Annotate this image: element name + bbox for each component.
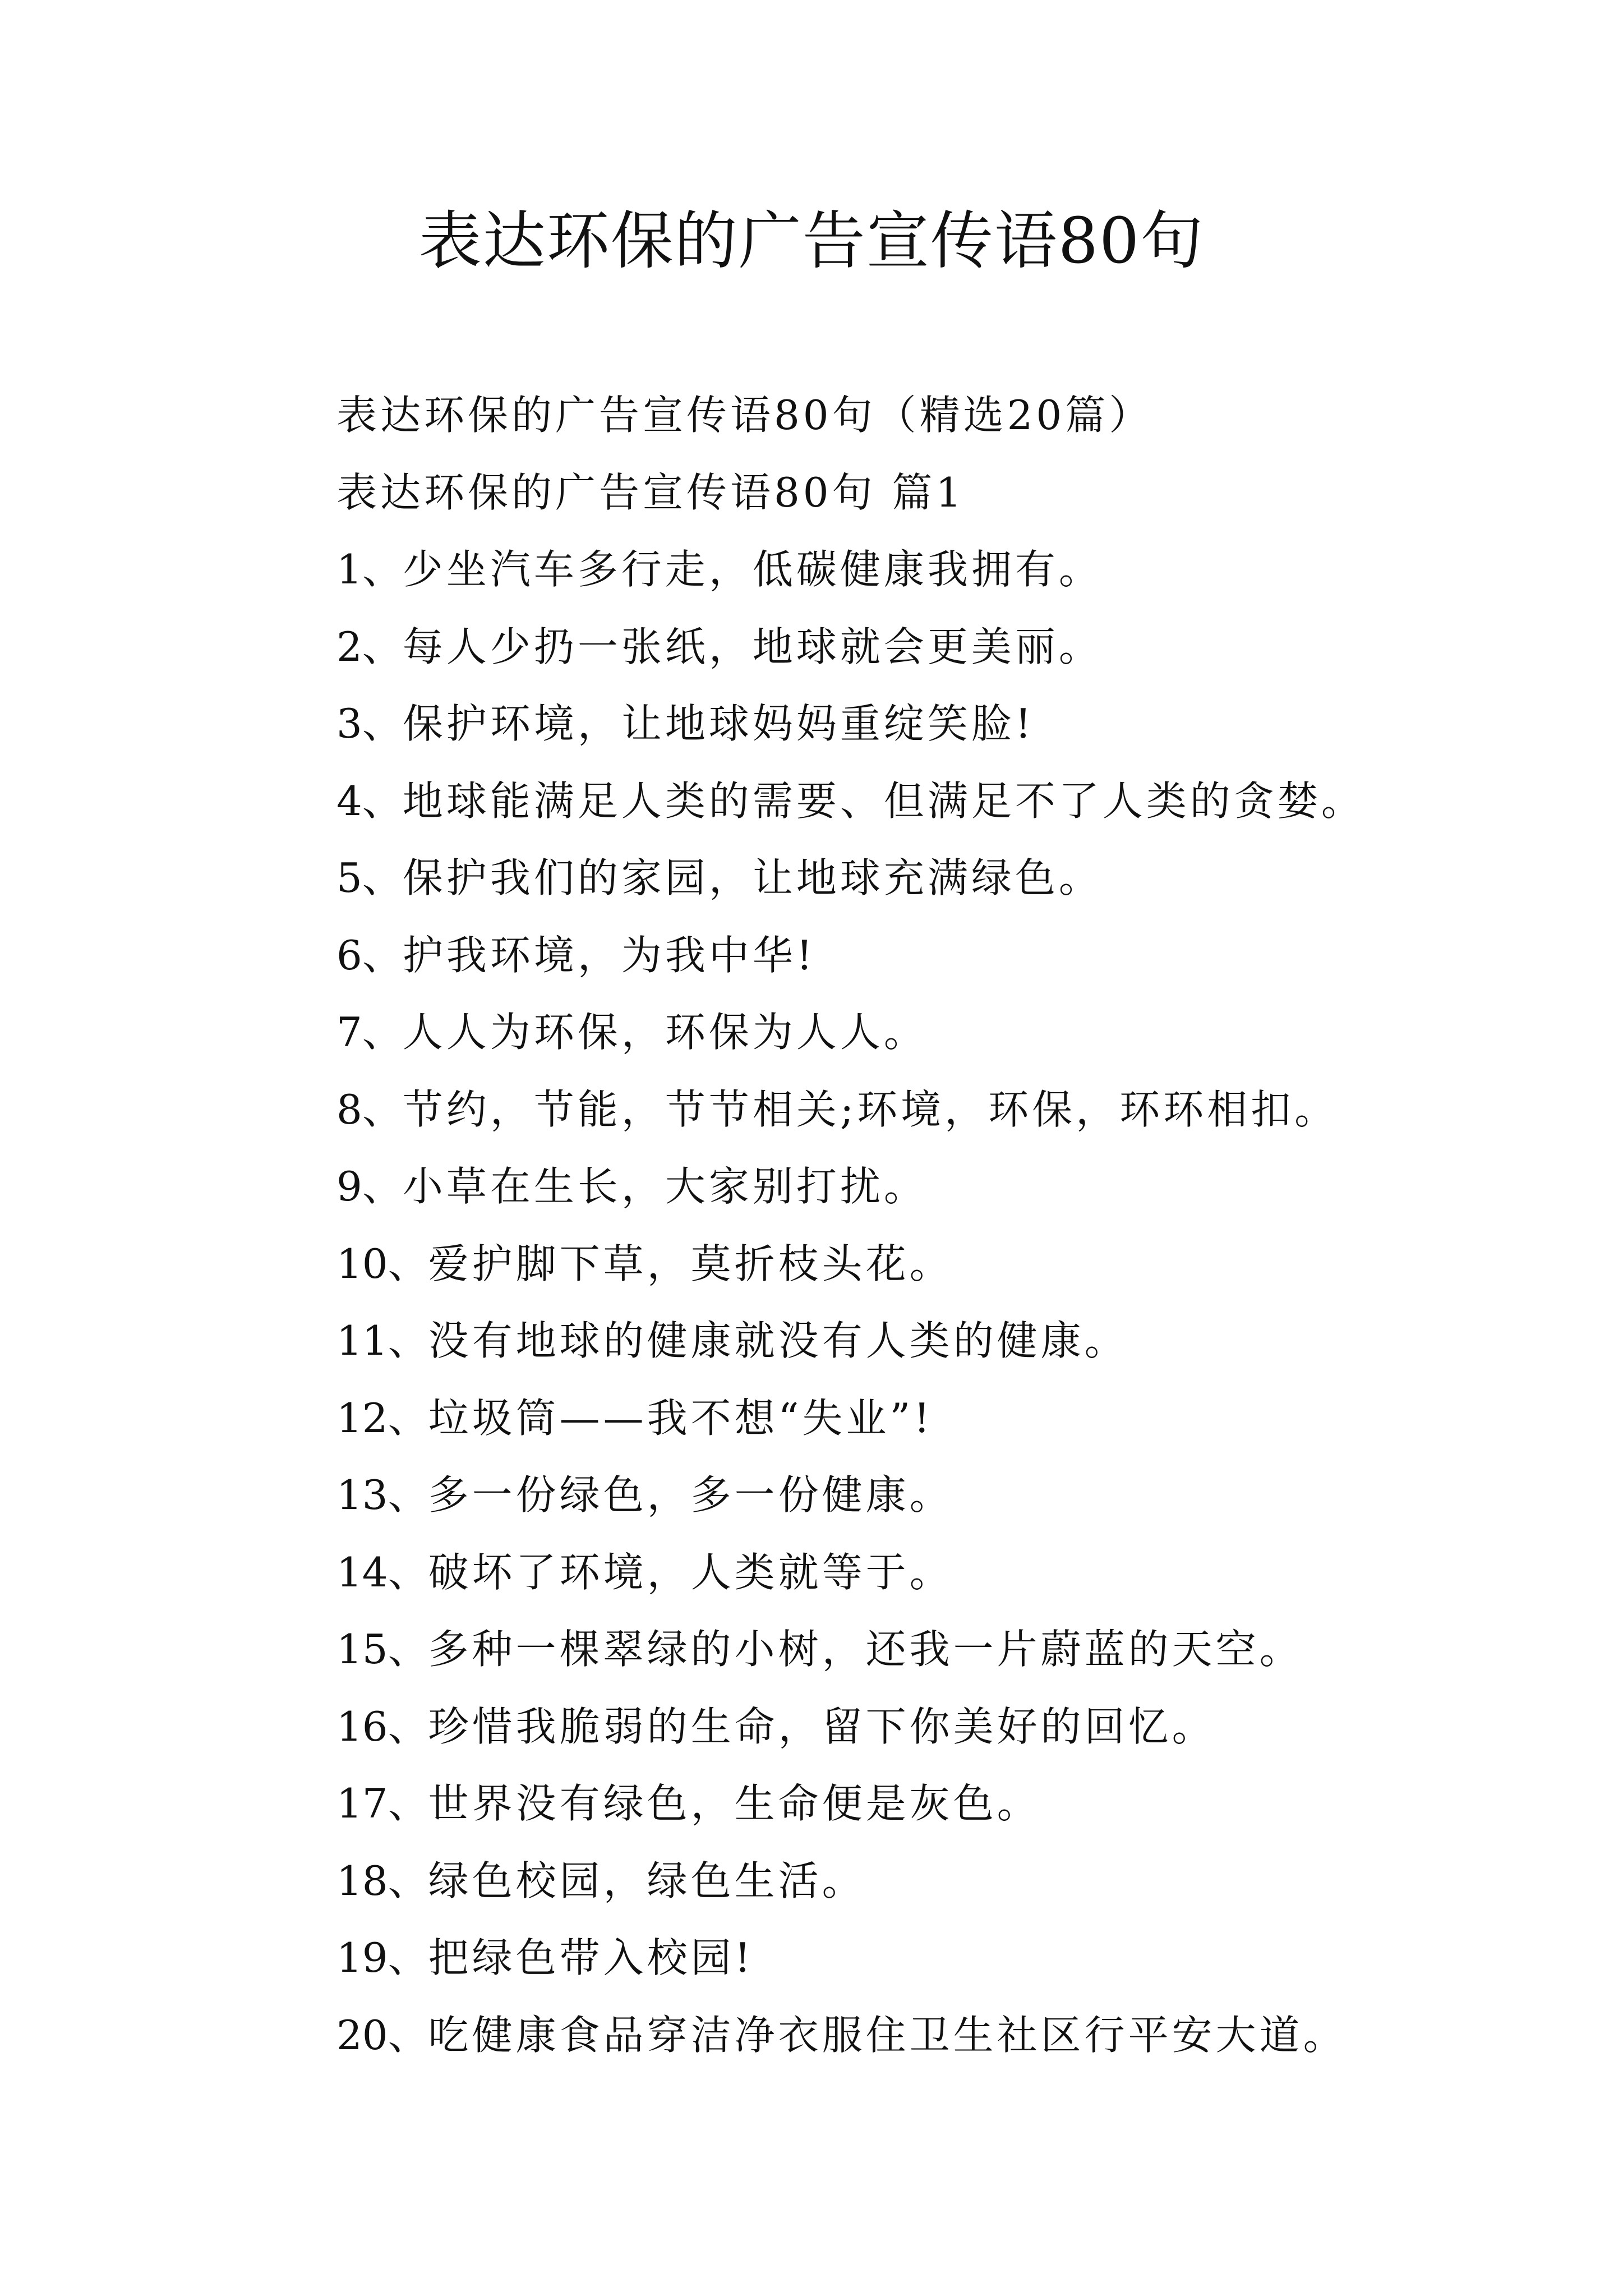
slogan-item: [336, 685, 1542, 763]
slogan-number: 9、: [336, 1163, 403, 1210]
slogan-text: 把绿色带入校园!: [428, 1934, 754, 1981]
slogan-text: 护我环境，为我中华!: [402, 931, 816, 979]
slogan-number: 17、: [336, 1780, 428, 1827]
slogan-number: 13、: [336, 1471, 428, 1519]
slogan-item: [336, 763, 1542, 840]
slogan-number: 12、: [336, 1394, 428, 1442]
slogan-number: 5、: [336, 854, 403, 901]
slogan-number: 18、: [336, 1857, 428, 1904]
slogan-number: 19、: [336, 1934, 428, 1981]
slogan-number: 15、: [336, 1626, 428, 1673]
slogan-number: 4、: [336, 777, 403, 825]
slogan-item: [336, 1534, 1542, 1612]
slogan-item: [336, 609, 1542, 686]
slogan-text: 垃圾筒——我不想“失业”!: [428, 1394, 934, 1442]
slogan-item: [336, 1457, 1542, 1534]
slogan-number: 20、: [336, 2011, 428, 2059]
slogan-item: [336, 1071, 1542, 1149]
section-heading: 表达环保的广告宣传语80句 篇1: [336, 468, 965, 516]
slogan-item: [336, 1843, 1542, 1920]
slogan-text: 世界没有绿色，生命便是灰色。: [428, 1780, 1041, 1827]
slogan-item: [336, 1303, 1542, 1380]
slogan-text: 小草在生长，大家别打扰。: [402, 1163, 928, 1210]
slogan-item: [336, 531, 1542, 609]
slogan-text: 绿色校园，绿色生活。: [428, 1857, 866, 1904]
slogan-number: 11、: [336, 1317, 428, 1364]
slogan-text: 节约，节能，节节相关;环境，环保，环环相扣。: [402, 1085, 1339, 1133]
slogan-text: 保护我们的家园，让地球充满绿色。: [402, 854, 1103, 901]
slogan-number: 6、: [336, 931, 403, 979]
slogan-text: 破坏了环境，人类就等于。: [428, 1548, 953, 1596]
slogan-item: [336, 1765, 1542, 1843]
slogan-item: [336, 1380, 1542, 1457]
slogan-item: [336, 1688, 1542, 1766]
slogan-number: 16、: [336, 1703, 428, 1750]
slogan-item: [336, 994, 1542, 1071]
slogan-text: 每人少扔一张纸，地球就会更美丽。: [402, 623, 1103, 670]
slogan-item: [336, 1920, 1542, 1997]
slogan-item: [336, 1997, 1542, 2074]
slogan-number: 2、: [336, 623, 403, 670]
slogan-item: [336, 917, 1542, 995]
slogan-item: [336, 1226, 1542, 1303]
slogan-text: 少坐汽车多行走，低碳健康我拥有。: [402, 546, 1103, 593]
slogan-number: 3、: [336, 700, 403, 747]
slogan-number: 7、: [336, 1009, 403, 1056]
slogan-item: [336, 1611, 1542, 1688]
slogan-item: [336, 840, 1542, 917]
slogan-number: 14、: [336, 1548, 428, 1596]
document-subtitle: 表达环保的广告宣传语80句（精选20篇）: [336, 392, 1153, 439]
slogan-text: 多种一棵翠绿的小树，还我一片蔚蓝的天空。: [428, 1626, 1303, 1673]
slogan-text: 珍惜我脆弱的生命，留下你美好的回忆。: [428, 1703, 1216, 1750]
slogan-item: [336, 1148, 1542, 1226]
slogan-text: 保护环境，让地球妈妈重绽笑脸!: [402, 700, 1035, 747]
slogan-number: 1、: [336, 546, 403, 593]
slogan-text: 爱护脚下草，莫折枝头花。: [428, 1240, 953, 1287]
slogan-number: 10、: [336, 1240, 428, 1287]
slogan-text: 吃健康食品穿洁净衣服住卫生社区行平安大道。: [428, 2011, 1347, 2059]
slogan-text: 地球能满足人类的需要、但满足不了人类的贪婪。: [402, 777, 1365, 825]
slogan-text: 人人为环保，环保为人人。: [402, 1009, 928, 1056]
document-title: 表达环保的广告宣传语80句: [418, 205, 1205, 278]
document-body: [336, 377, 1542, 2074]
slogan-text: 没有地球的健康就没有人类的健康。: [428, 1317, 1128, 1364]
slogan-text: 多一份绿色，多一份健康。: [428, 1471, 953, 1519]
slogan-number: 8、: [336, 1085, 403, 1133]
